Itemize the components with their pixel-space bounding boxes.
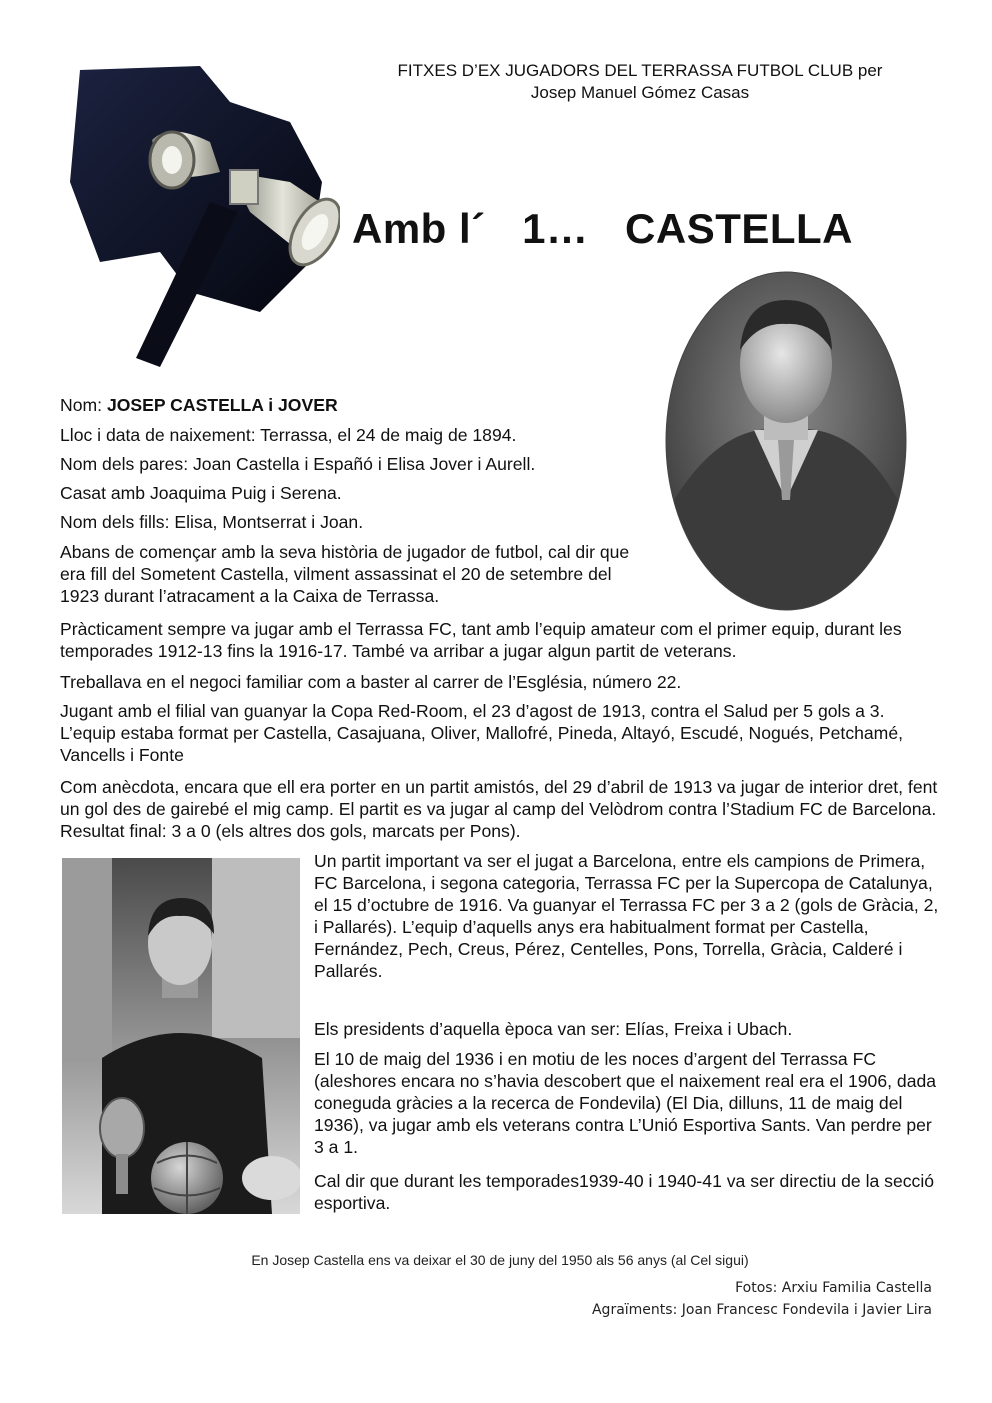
header-line-1: FITXES D’EX JUGADORS DEL TERRASSA FUTBOL CLUB per xyxy=(397,61,883,80)
bio-children: Nom dels fills: Elisa, Montserrat i Joan. xyxy=(60,512,364,532)
bio-birth: Lloc i data de naixement: Terrassa, el 24 de maig de 1894. xyxy=(60,425,517,445)
bio-parents: Nom dels pares: Joan Castella i Españó i Elisa Jover i Aurell. xyxy=(60,454,536,474)
footer-note: En Josep Castella ens va deixar el 30 de juny del 1950 als 56 anys (al Cel sigui) xyxy=(251,1252,749,1268)
paragraph-4: Jugant amb el filial van guanyar la Copa Red-Room, el 23 d’agost de 1913, contra el Salud per 5 gols a 3. L’equip estaba format per Castella, Casajuana, Oliver, Mallofré, Pineda, Altayó, Escudé, Nogués, Petchamé, Vancells i Fonte xyxy=(60,701,904,765)
bio-name-label: Nom: xyxy=(60,395,107,415)
document-header xyxy=(340,60,940,104)
photo-credit: Fotos: Arxiu Familia Castella xyxy=(735,1280,932,1296)
paragraph-8: El 10 de maig del 1936 i en motiu de les noces d’argent del Terrassa FC (aleshores encara no s’havia descobert que el naixement real era el 1906, dada coneguda gràcies a la recerca de Fondevila) (El Dia, dilluns, 11 de maig del 1936), va jugar amb els veterans contra L’Unió Esportiva Sants. Van perdre per 3 a 1. xyxy=(314,1049,937,1157)
paragraph-5: Com anècdota, encara que ell era porter en un partit amistós, del 29 d’abril de 1913 va jugar de interior dret, fent un gol des de gairebé el mig camp. El partit es va jugar al camp del Velòdrom contra l’Stadium FC de Barcelona. Resultat final: 3 a 0 (els altres dos gols, marcats per Pons). xyxy=(60,777,938,841)
document-title: Amb l´ 1… CASTELLA xyxy=(352,205,854,252)
paragraph-3: Treballava en el negoci familiar com a baster al carrer de l’Església, número 22. xyxy=(60,672,682,692)
portrait-photo xyxy=(664,270,908,612)
paragraph-2: Pràcticament sempre va jugar amb el Terrassa FC, tant amb l’equip amateur com el primer equip, durant les temporades 1912-13 fins la 1916-17. També va arribar a jugar algun partit de veterans. xyxy=(60,619,902,661)
team-photo xyxy=(62,858,300,1214)
acknowledgements: Agraïments: Joan Francesc Fondevila i Javier Lira xyxy=(591,1302,932,1318)
paragraph-6: Un partit important va ser el jugat a Barcelona, entre els campions de Primera, FC Barcelona, i segona categoria, Terrassa FC per la Supercopa de Catalunya, el 15 d’octubre de 1916. Va guanyar el Terrassa FC per 3 a 2 (gols de Gràcia, 2, i Pallarés). L’equip d’aquells anys era habitualment format per Castella, Fernández, Pech, Creus, Pérez, Centelles, Pons, Torrella, Gràcia, Calderé i Pallarés. xyxy=(314,851,939,981)
bio-name-value: JOSEP CASTELLA i JOVER xyxy=(106,395,338,415)
megaphone-icon xyxy=(60,62,340,372)
header-line-2: Josep Manuel Gómez Casas xyxy=(530,83,750,102)
paragraph-7: Els presidents d’aquella època van ser: Elías, Freixa i Ubach. xyxy=(314,1019,793,1039)
paragraph-9: Cal dir que durant les temporades1939-40 i 1940-41 va ser directiu de la secció esportiva. xyxy=(314,1171,935,1213)
bio-name xyxy=(60,394,338,416)
bio-married: Casat amb Joaquima Puig i Serena. xyxy=(60,483,342,503)
paragraph-1: Abans de començar amb la seva història de jugador de futbol, cal dir que era fill del Sometent Castella, vilment assassinat el 20 de setembre del 1923 durant l’atracament a la Caixa de Terrassa. xyxy=(60,542,630,606)
